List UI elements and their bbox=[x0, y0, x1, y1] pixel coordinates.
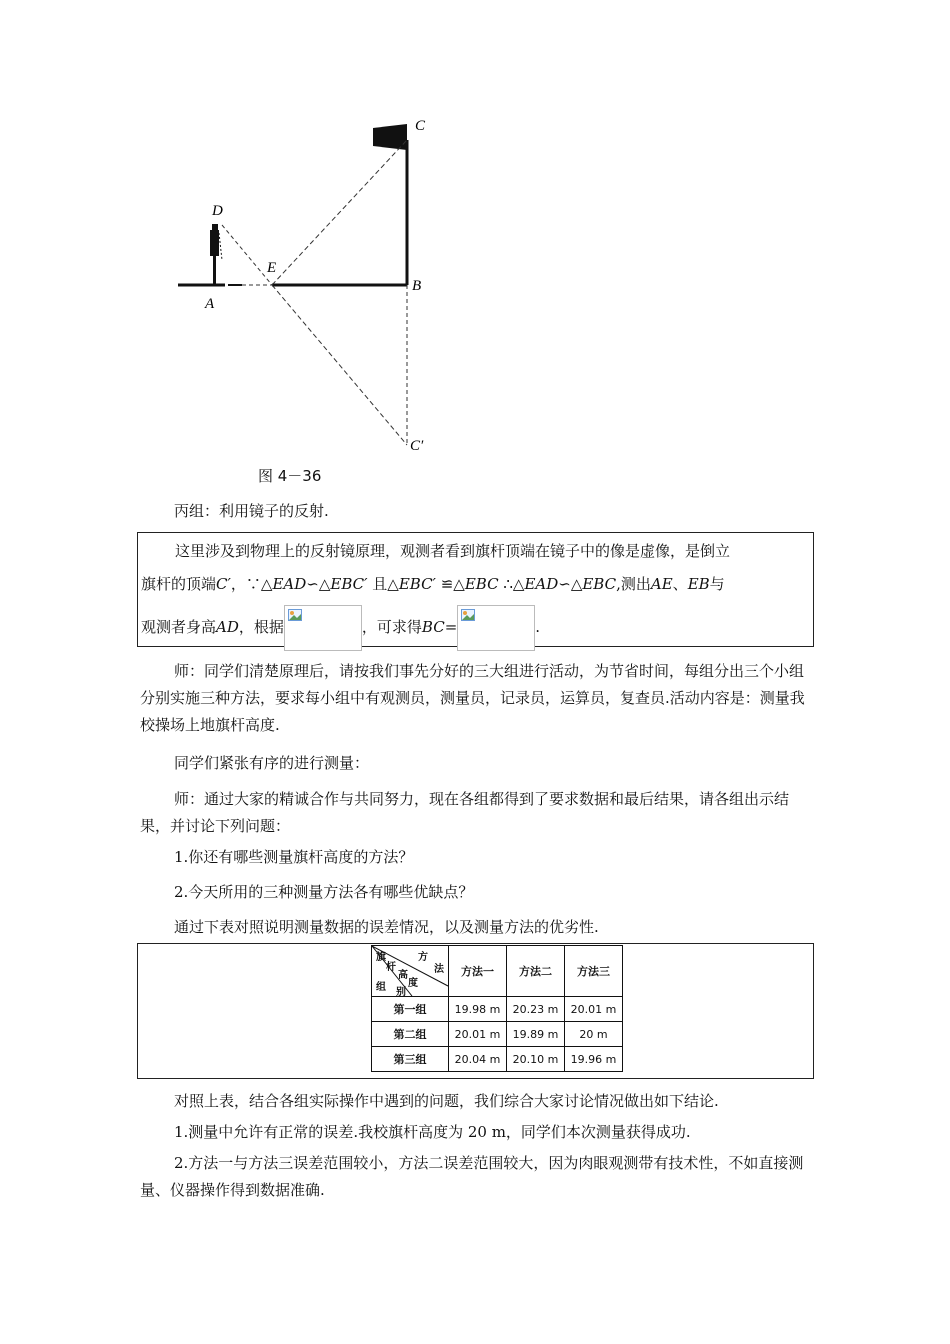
label-c: C bbox=[415, 118, 426, 134]
diag-label-group-2: 别 bbox=[396, 987, 406, 998]
header-method-2: 方法二 bbox=[507, 946, 565, 997]
results-table bbox=[371, 945, 623, 1072]
principle-line-2: 旗杆的顶端C′，∵△EAD∽△EBC′ 且△EBC′ ≌△EBC ∴△EAD∽△EBC,测出AE、EB与 bbox=[141, 575, 725, 593]
row-label: 第三组 bbox=[372, 1047, 449, 1072]
broken-image-icon bbox=[288, 609, 302, 621]
paragraph-conclusion: 对照上表，结合各组实际操作中遇到的问题，我们综合大家讨论情况做出如下结论. bbox=[174, 1092, 719, 1110]
diag-label-flag: 旗 bbox=[376, 952, 386, 963]
diag-label-group-1: 组 bbox=[376, 982, 386, 993]
table-cell: 20.23 m bbox=[507, 997, 565, 1022]
label-d: D bbox=[212, 203, 223, 219]
table-row bbox=[372, 1047, 623, 1072]
sight-line-de bbox=[222, 225, 272, 285]
row-label: 第二组 bbox=[372, 1022, 449, 1047]
principle-box bbox=[137, 532, 814, 647]
sight-line-ec-prime bbox=[272, 285, 407, 445]
question-1: 1.你还有哪些测量旗杆高度的方法？ bbox=[174, 848, 414, 866]
paragraph-table-intro: 通过下表对照说明测量数据的误差情况，以及测量方法的优劣性. bbox=[174, 918, 599, 936]
result-image-placeholder bbox=[457, 605, 535, 651]
broken-image-icon bbox=[461, 609, 475, 621]
table-cell: 20.10 m bbox=[507, 1047, 565, 1072]
figure-caption: 图 4－36 bbox=[258, 467, 322, 485]
diag-label-height: 高 bbox=[398, 970, 408, 981]
observer-figure bbox=[210, 224, 222, 284]
mirror-reflection-diagram bbox=[170, 100, 460, 460]
paragraph-measuring: 同学们紧张有序的进行测量： bbox=[174, 754, 370, 772]
table-cell: 20 m bbox=[565, 1022, 623, 1047]
label-e: E bbox=[267, 260, 277, 276]
principle-line-1: 这里涉及到物理上的反射镜原理，观测者看到旗杆顶端在镜子中的像是虚像，是倒立 bbox=[175, 542, 731, 560]
results-table-box bbox=[137, 943, 814, 1079]
conclusion-1: 1.测量中允许有正常的误差.我校旗杆高度为 20 m，同学们本次测量获得成功. bbox=[174, 1123, 691, 1141]
label-b: B bbox=[412, 278, 422, 294]
conclusion-2: 2.方法一与方法三误差范围较小，方法二误差范围较大，因为肉眼观测带有技术性，不如直接测量、仪器操作得到数据准确. bbox=[140, 1154, 804, 1199]
section-title: 丙组：利用镜子的反射. bbox=[174, 502, 329, 520]
table-cell: 20.01 m bbox=[449, 1022, 507, 1047]
row-label: 第一组 bbox=[372, 997, 449, 1022]
header-method-1: 方法一 bbox=[449, 946, 507, 997]
diag-label-degree: 度 bbox=[408, 978, 418, 989]
table-cell: 20.04 m bbox=[449, 1047, 507, 1072]
diagonal-header-cell bbox=[372, 946, 449, 997]
flag bbox=[373, 124, 407, 150]
header-method-3: 方法三 bbox=[565, 946, 623, 997]
table-row bbox=[372, 1022, 623, 1047]
diag-label-method-1: 方 bbox=[418, 952, 428, 963]
label-a: A bbox=[205, 296, 215, 312]
label-c-prime: C′ bbox=[410, 438, 424, 454]
table-cell: 19.96 m bbox=[565, 1047, 623, 1072]
sight-line-ec bbox=[272, 140, 407, 285]
question-2: 2.今天所用的三种测量方法各有哪些优缺点？ bbox=[174, 883, 474, 901]
table-cell: 19.89 m bbox=[507, 1022, 565, 1047]
paragraph-results: 师：通过大家的精诚合作与共同努力，现在各组都得到了要求数据和最后结果，请各组出示结果，并讨论下列问题： bbox=[140, 790, 790, 835]
formula-image-placeholder bbox=[284, 605, 362, 651]
table-row bbox=[372, 997, 623, 1022]
table-cell: 19.98 m bbox=[449, 997, 507, 1022]
table-cell: 20.01 m bbox=[565, 997, 623, 1022]
diag-label-pole: 杆 bbox=[386, 962, 396, 973]
diag-label-method-2: 法 bbox=[434, 964, 444, 975]
paragraph-activity: 师：同学们清楚原理后，请按我们事先分好的三大组进行活动，为节省时间，每组分出三个小组分别实施三种方法，要求每小组中有观测员，测量员，记录员，运算员，复查员.活动内容是：测量我校操场上地旗杆高度. bbox=[140, 662, 805, 734]
principle-line-3: 观测者身高AD，根据 ，可求得BC= . bbox=[141, 605, 809, 651]
